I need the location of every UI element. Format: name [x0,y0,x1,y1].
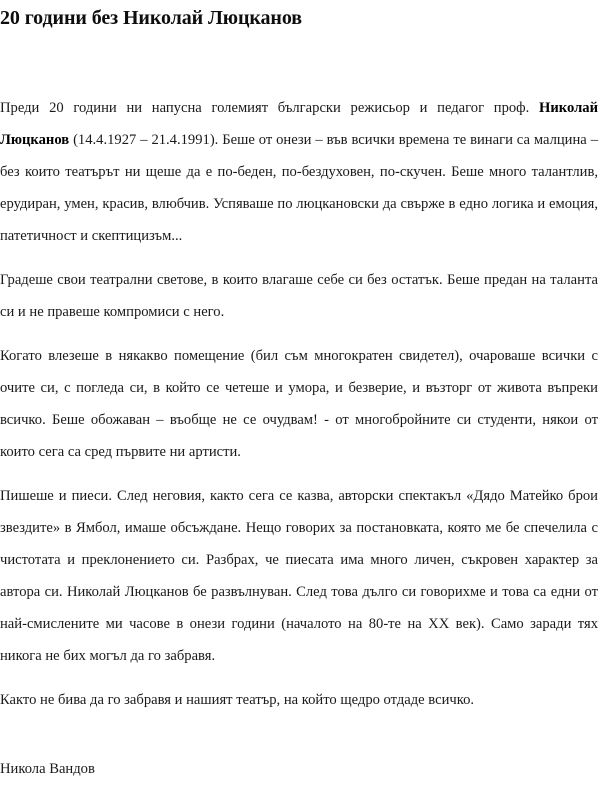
paragraph: Градеше свои театрални светове, в които влагаше себе си без остатък. Беше предан на таланта си и не правеше компромиси с него. [0,272,598,320]
signature-spacer [0,716,600,758]
paragraph: Преди 20 години ни напусна големият български режисьор и педагог проф. Николай Люцканов (14.4.1927 – 21.4.1991). Беше от онези – във всички времена те винаги са малцина – без които театърът ни щеше да е по-беден, по-бездуховен, по-скучен. Беше много талантлив, ерудиран, умен, красив, влюбчив. Успяваше по люцкановски да свърже в едно логика и емоция, патетичност и скептицизъм... [0,100,598,244]
paragraph: Когато влезеше в някакво помещение (бил съм многократен свидетел), очароваше всички с очите си, с погледа си, в който се четеше и умора, и безверие, и възторг от живота въпреки всичко. Беше обожаван – въобще не се очудвам! - от многобройните си студенти, някои от които сега са сред първите ни артисти. [0,348,598,460]
article-body [0,92,598,716]
author-signature: Никола Вандов [0,761,95,777]
page-title: 20 години без Николай Люцканов [0,7,302,29]
paragraph: Както не бива да го забравя и нашият театър, на който щедро отдаде всичко. [0,692,475,708]
title-body-spacer [0,30,600,92]
paragraph: Пишеше и пиеси. След неговия, както сега се казва, авторски спектакъл «Дядо Матейко брои звездите» в Ямбол, имаше обсъждане. Нещо говорих за постановката, която ме бе спечелила с чистотата и преклонението си. Разбрах, че пиесата има много личен, съкровен характер за автора си. Николай Люцканов бе развълнуван. След това дълго си говорихме и това са едни от най-смислените ми часове в онези години (началото на 80-те на XX век). Само заради тях никога не бих могъл да го забравя. [0,488,598,664]
emphasis-run: Николай Люцканов [0,100,598,148]
